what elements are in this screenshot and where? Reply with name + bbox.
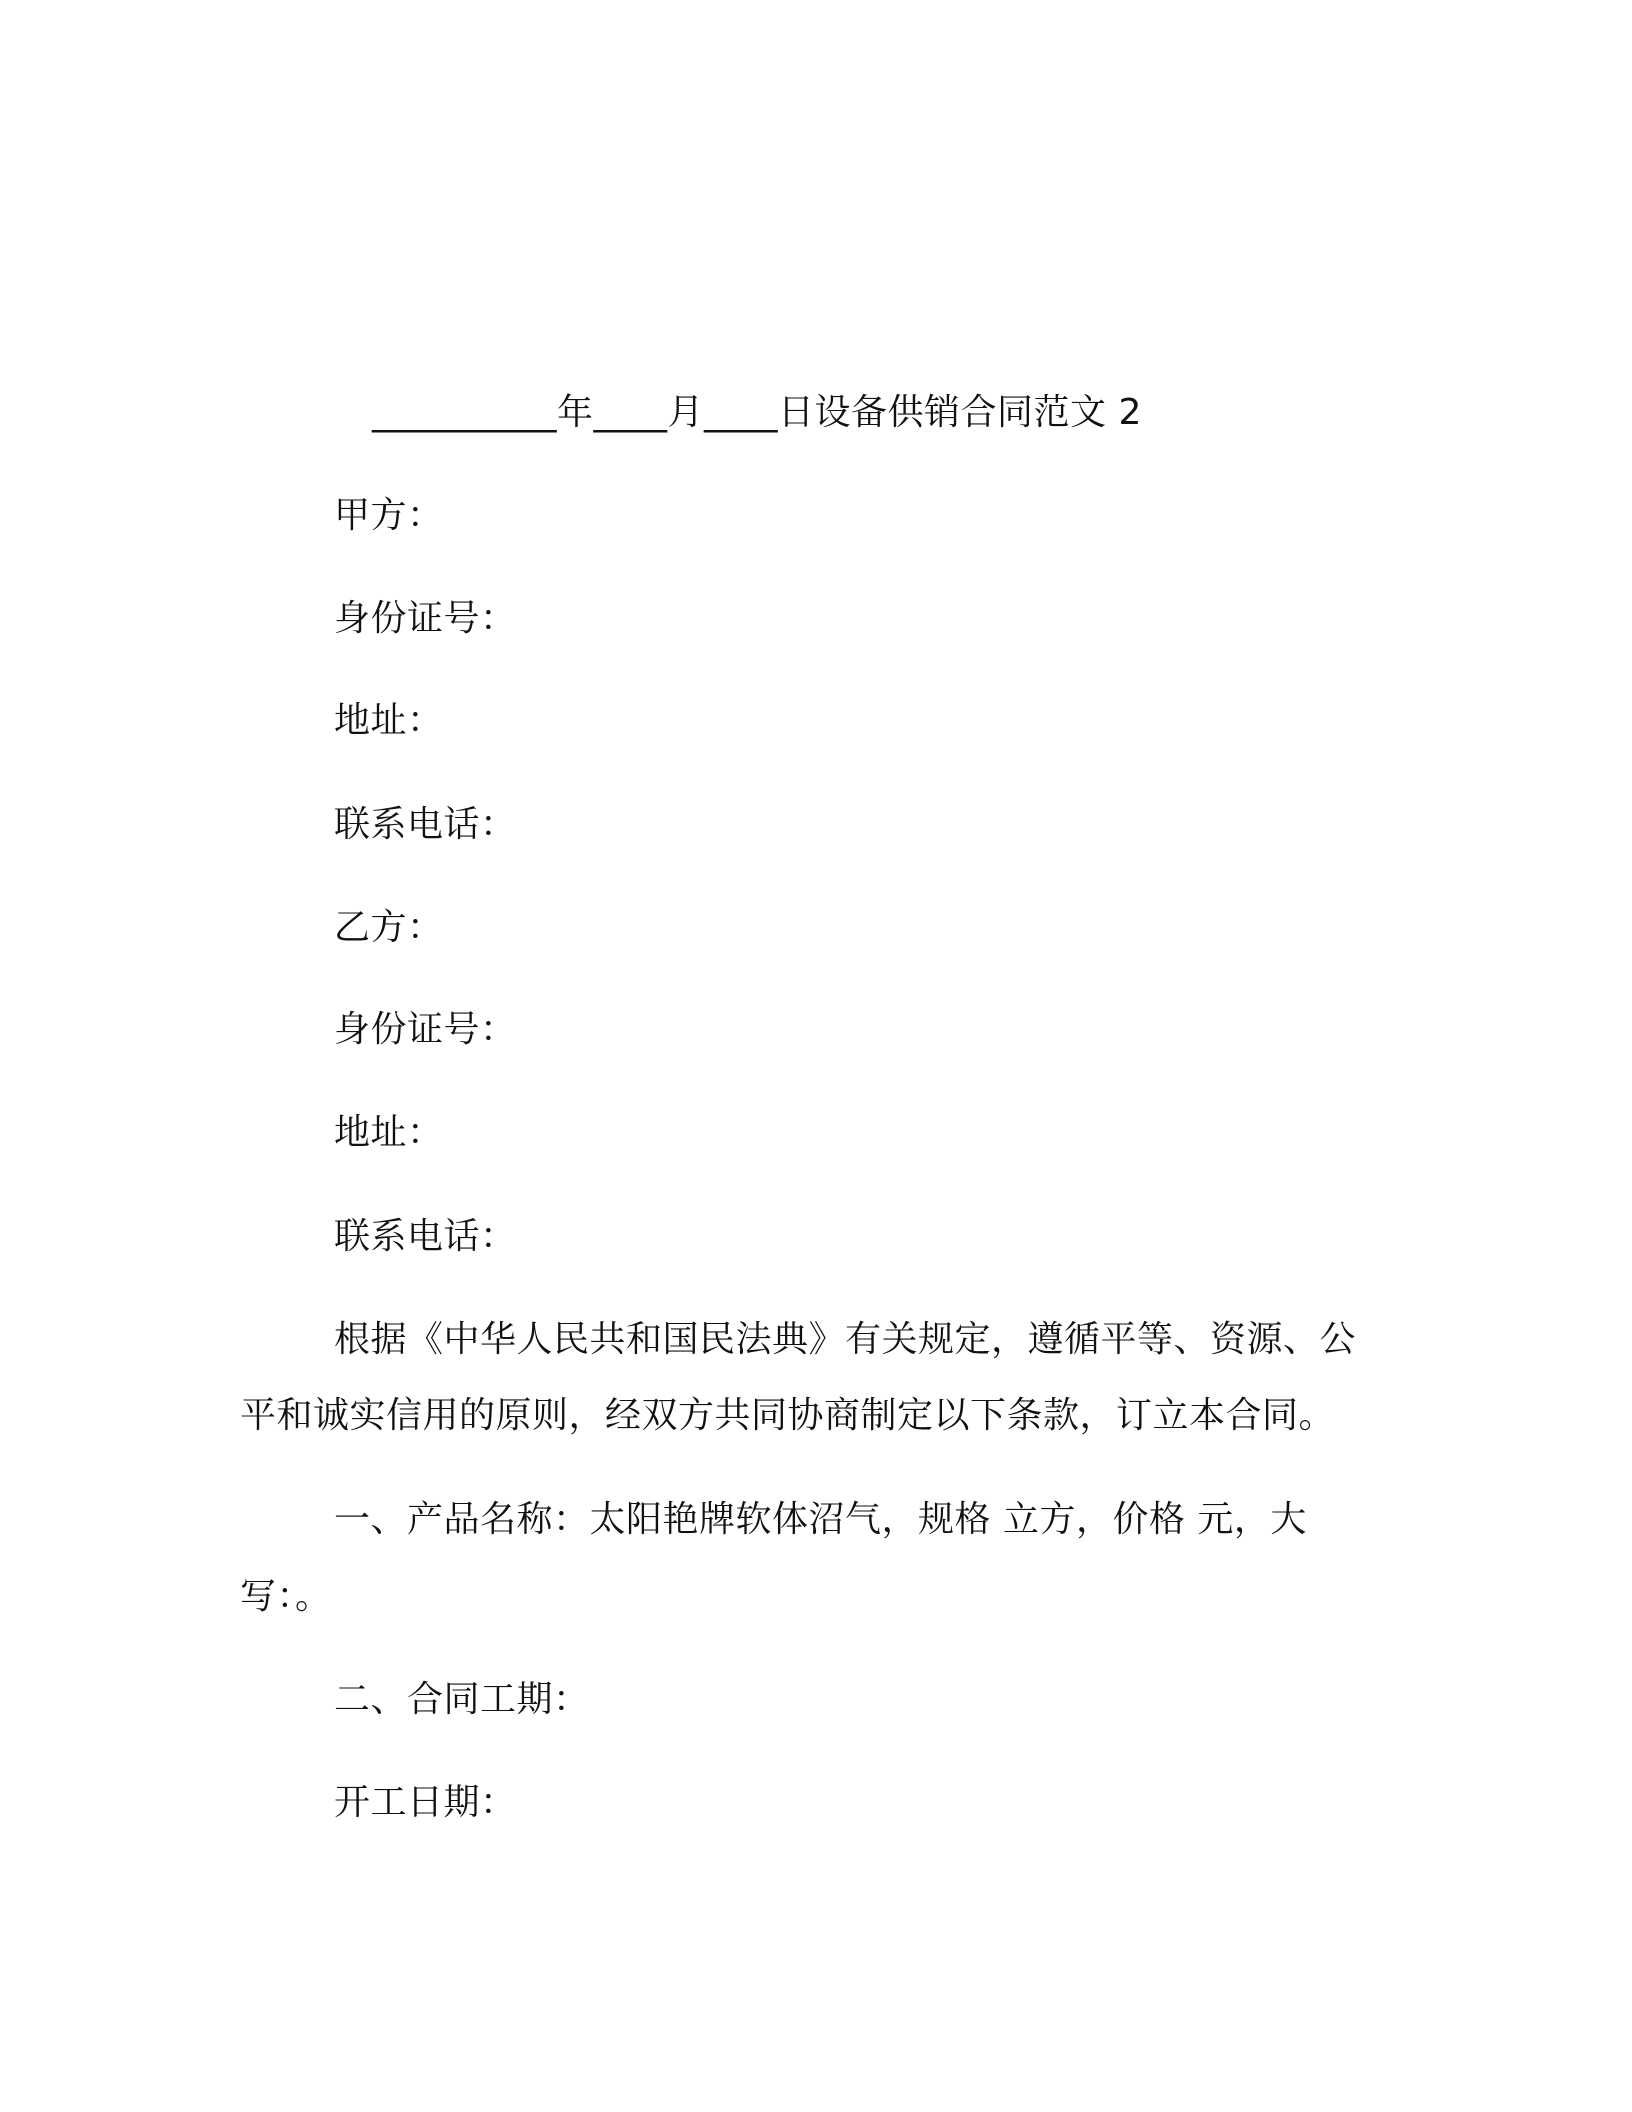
- party-b-phone-label: 联系电话：: [334, 1216, 517, 1257]
- party-a-label: 甲方：: [334, 495, 444, 536]
- party-b-address-label: 地址：: [334, 1112, 444, 1153]
- party-b-id-label: 身份证号：: [334, 1009, 517, 1050]
- preamble-line-1: 根据《中华人民共和国民法典》有关规定，遵循平等、资源、公: [334, 1319, 1357, 1360]
- party-a-id-label: 身份证号：: [334, 598, 517, 639]
- party-a-phone-label: 联系电话：: [334, 804, 517, 845]
- start-date-label: 开工日期：: [334, 1782, 517, 1823]
- clause-1-line-1: 一、产品名称：太阳艳牌软体沼气，规格 立方，价格 元，大: [334, 1499, 1307, 1540]
- party-b-label: 乙方：: [334, 907, 444, 948]
- party-a-address-label: 地址：: [334, 700, 444, 741]
- clause-1-line-2: 写：。: [240, 1576, 332, 1617]
- preamble-line-2: 平和诚实信用的原则，经双方共同协商制定以下条款，订立本合同。: [240, 1395, 1336, 1436]
- contract-title: __________年____月____日设备供销合同范文 2: [372, 392, 1142, 433]
- clause-2-heading: 二、合同工期：: [334, 1679, 590, 1720]
